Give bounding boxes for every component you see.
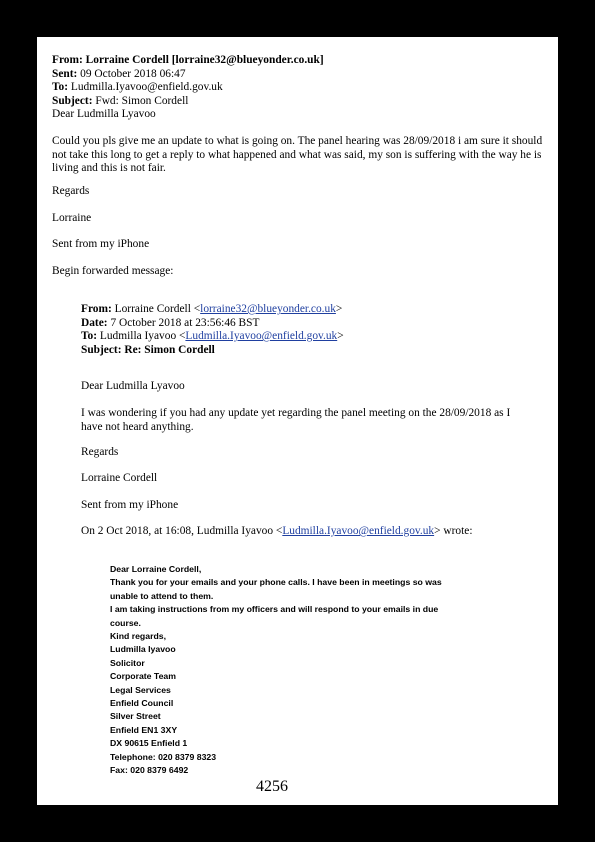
reply-line: Dear Lorraine Cordell, [110, 564, 202, 574]
fwd-salutation: Dear Ludmilla Lyavoo [81, 380, 185, 392]
reply-line: Legal Services [110, 684, 171, 695]
header-to [52, 81, 223, 95]
sent-label: Sent: [52, 67, 78, 80]
reply-line: DX 90615 Enfield 1 [110, 738, 188, 749]
reply-line: Ludmilla Iyavoo [110, 644, 176, 655]
message-paragraph: Could you pls give me an update to what is going on. The panel hearing was 28/09/2018 i am sure it should not take this long to get a reply to what happened and what was said, my son is suffering with the way he is living and this is not fair. [52, 135, 543, 174]
header-sent [52, 68, 186, 82]
fwd-message: I was wondering if you had any update yet regarding the panel meeting on the 28/09/2018 as I have not heard anything. [81, 407, 511, 433]
reply-line: Thank you for your emails and your phone calls. I have been in meetings so was [110, 577, 442, 588]
fwd-date [81, 317, 259, 331]
fwd-to-email-link[interactable]: Ludmilla.Iyavoo@enfield.gov.uk [185, 330, 338, 342]
reply-line: Telephone: 020 8379 8323 [110, 751, 217, 762]
wrote-email-link[interactable]: Ludmilla.Iyavoo@enfield.gov.uk [282, 525, 435, 537]
reply-line: course. [110, 617, 141, 628]
fwd-subject [81, 344, 215, 358]
salutation: Dear Ludmilla Lyavoo [52, 108, 156, 120]
fwd-regards: Regards [81, 446, 119, 458]
reply-line: Kind regards, [110, 631, 166, 642]
fwd-to: To: Ludmilla Iyavoo <Ludmilla.Iyavoo@enfield.gov.uk> [81, 330, 344, 342]
fwd-from-name: Lorraine Cordell < [114, 303, 201, 315]
reply-line: Enfield EN1 3XY [110, 724, 178, 735]
reply-line: unable to attend to them. [110, 590, 214, 601]
fwd-date-label: Date: [81, 316, 108, 329]
sent-from-iphone: Sent from my iPhone [52, 238, 150, 250]
reply-line: Fax: 020 8379 6492 [110, 765, 189, 776]
fwd-name: Lorraine Cordell [81, 472, 158, 484]
subject-value: Fwd: Simon Cordell [95, 94, 189, 107]
reply-line: Solicitor [110, 657, 145, 668]
forward-intro: Begin forwarded message: [52, 265, 174, 277]
reply-line: I am taking instructions from my officers and will respond to your emails in due [110, 604, 439, 615]
reply-line: Silver Street [110, 711, 161, 722]
to-label: To: [52, 81, 69, 93]
subject-label: Subject: [52, 94, 93, 107]
document-page [37, 37, 558, 805]
from-label: From: [52, 54, 83, 66]
to-value: Ludmilla.Iyavoo@enfield.gov.uk [70, 81, 223, 93]
reply-line: Enfield Council [110, 698, 174, 709]
page-number: 4256 [256, 778, 288, 795]
header-from [52, 54, 324, 68]
fwd-to-name: Ludmilla Iyavoo < [99, 330, 186, 342]
fwd-date-value: 7 October 2018 at 23:56:46 BST [110, 316, 260, 329]
wrote-line: On 2 Oct 2018, at 16:08, Ludmilla Iyavoo <Ludmilla.Iyavoo@enfield.gov.uk> wrote: [81, 525, 473, 537]
sent-value: 09 October 2018 06:47 [80, 67, 186, 80]
regards: Regards [52, 185, 90, 197]
fwd-from: From: Lorraine Cordell <lorraine32@blueyonder.co.uk> [81, 303, 343, 315]
sender-name: Lorraine [52, 212, 92, 224]
fwd-sent-from: Sent from my iPhone [81, 499, 179, 511]
fwd-subject-value: Re: Simon Cordell [124, 343, 215, 356]
header-subject [52, 95, 188, 109]
reply-line: Corporate Team [110, 671, 176, 682]
fwd-from-email-link[interactable]: lorraine32@blueyonder.co.uk [200, 303, 336, 315]
fwd-to-label: To: [81, 330, 98, 342]
fwd-subject-label: Subject: [81, 343, 122, 356]
reply-block [110, 563, 442, 778]
fwd-from-label: From: [81, 303, 112, 315]
from-value: Lorraine Cordell [lorraine32@blueyonder.co.uk] [85, 54, 324, 66]
